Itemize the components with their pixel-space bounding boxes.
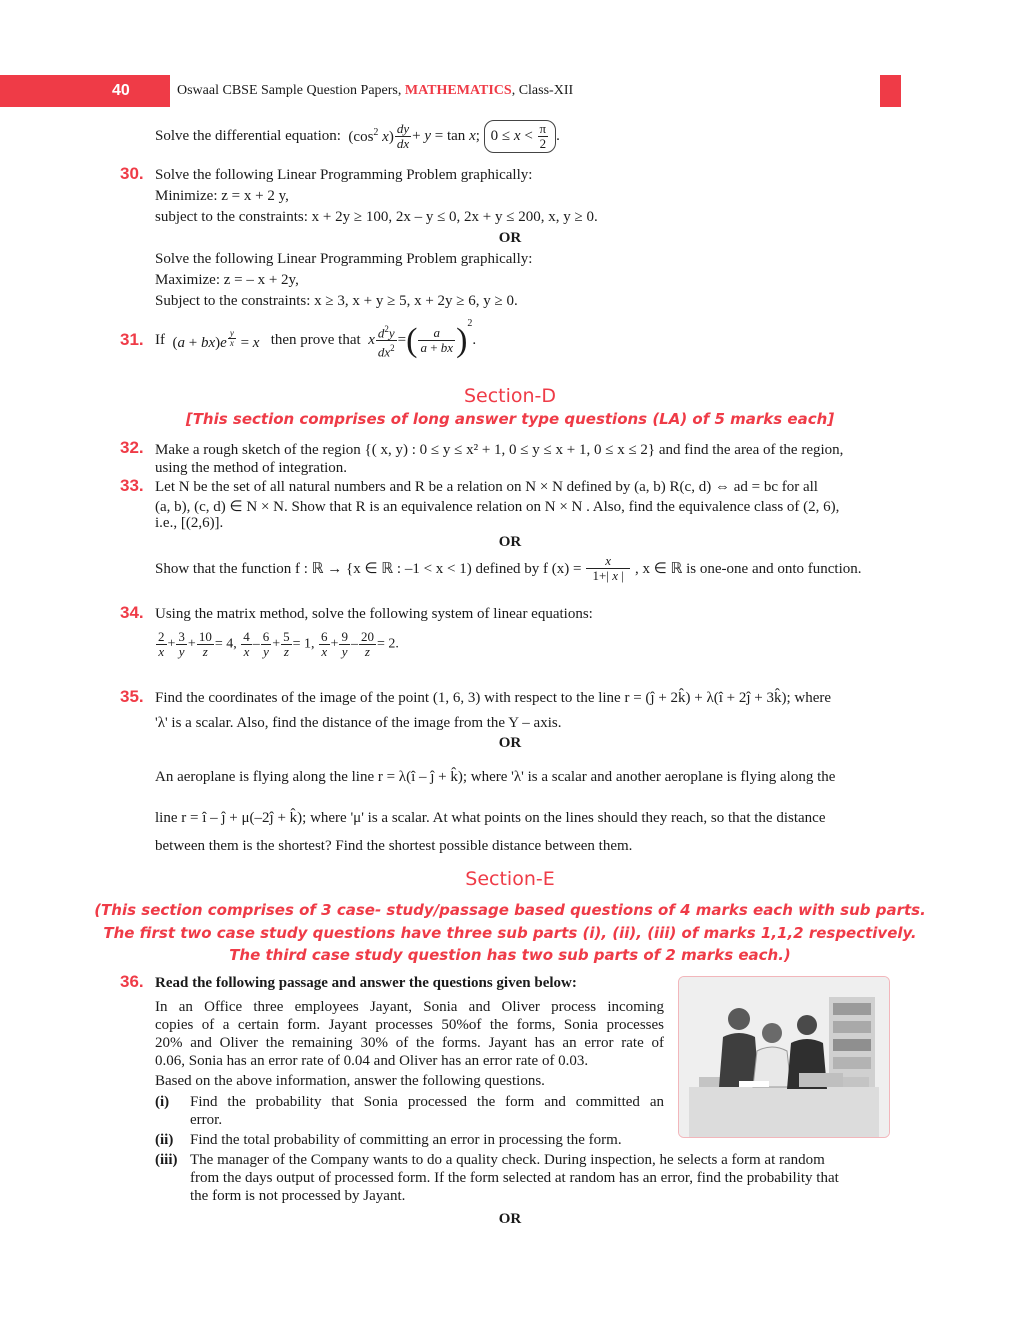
q30-line-4: Solve the following Linear Programming Problem graphically: — [155, 251, 533, 267]
section-e-note-3: The third case study question has two sub parts of 2 marks each.) — [229, 946, 791, 964]
q31-line: If (a + bx)e $^{\frac{y}{x}}$ = x then prove that x $\frac{d^2y}{dx^2}$ =( $\frac{a}{a + bx}$ )$^2$. — [155, 318, 477, 360]
q31-number: 31. — [120, 330, 144, 349]
q36-number: 36. — [120, 972, 144, 991]
q34-equations: $\frac{2}{x}$ + $\frac{3}{y}$ + $\frac{10}{z}$ = 4, $\frac{4}{x}$ – $\frac{6}{y}$ + $\frac{5}{z}$ = 1, $\frac{6}{x}$ + $\frac{9}{y}$ – $\frac{20}{z}$ = 2. — [158, 629, 399, 659]
q33-line-3: i.e., [(2,6)]. — [155, 515, 224, 531]
q36-iii-line-2: from the days output of processed form. If the form selected at random has an error, find the probability that — [190, 1170, 839, 1186]
q33-or: OR — [498, 534, 522, 550]
q33-line-1: Let N be the set of all natural numbers and R be a relation on N × N defined by (a, b) R(c, d) ⇔ ad = bc for all — [155, 479, 818, 495]
q36-iii-label: (iii) — [155, 1152, 178, 1168]
q36-passage-3: 20% and Oliver the remaining 30% of the forms. Jayant has an error rate of — [155, 1035, 664, 1051]
q34-number: 34. — [120, 603, 144, 622]
section-d-title: Section-D — [463, 385, 557, 407]
section-e-note-1: (This section comprises of 3 case- study/passage based questions of 4 marks each with sub parts. — [94, 901, 926, 919]
q36-or: OR — [498, 1211, 522, 1227]
section-d-note: [This section comprises of long answer type questions (LA) of 5 marks each] — [185, 410, 835, 428]
q32-line-1: Make a rough sketch of the region {( x, y) : 0 ≤ y ≤ x² + 1, 0 ≤ y ≤ x + 1, 0 ≤ x ≤ 2} and find the area of the region, — [155, 442, 844, 458]
q32-line-2: using the method of integration. — [155, 460, 348, 476]
office-photo — [678, 976, 890, 1138]
q35-line-3: An aeroplane is flying along the line r = λ(î – ĵ + k̂); where 'λ' is a scalar and another aeroplane is flying along the — [155, 769, 836, 785]
q29-line: Solve the differential equation: ($\cos^2$ x) $\frac{dy}{dx}$ + y = tan x; 0 ≤ x < $\frac{\pi}{2}$ . — [155, 121, 560, 151]
section-e-title: Section-E — [465, 868, 555, 890]
q36-iii-line-1: The manager of the Company wants to do a quality check. During inspection, he selects a form at random — [190, 1152, 825, 1168]
q30-line-2: Minimize: z = x + 2 y, — [155, 188, 289, 204]
q36-passage-5: Based on the above information, answer the following questions. — [155, 1073, 545, 1089]
q36-passage-1: In an Office three employees Jayant, Sonia and Oliver process incoming — [155, 999, 664, 1015]
q35-line-4: line r = î – ĵ + μ(–2ĵ + k̂); where 'μ' is a scalar. At what points on the lines should they reach, so that the distance — [155, 810, 826, 826]
q35-line-2: 'λ' is a scalar. Also, find the distance of the image from the Y – axis. — [155, 715, 562, 731]
header-tab — [880, 75, 901, 107]
q36-passage-4: 0.06, Sonia has an error rate of 0.04 and Oliver has an error rate of 0.03. — [155, 1053, 589, 1069]
q36-i-line-2: error. — [190, 1112, 223, 1128]
section-e-note-2: The first two case study questions have three sub parts (i), (ii), (iii) of marks 1,1,2 respectively. — [103, 924, 917, 942]
q30-line-3: subject to the constraints: x + 2y ≥ 100, 2x – y ≤ 0, 2x + y ≤ 200, x, y ≥ 0. — [155, 209, 598, 225]
page-number: 40 — [112, 82, 130, 99]
q36-i-label: (i) — [155, 1094, 170, 1110]
q33-number: 33. — [120, 476, 144, 495]
q30-line-1: Solve the following Linear Programming Problem graphically: — [155, 167, 533, 183]
office-illustration — [679, 977, 889, 1137]
q36-passage-2: copies of a certain form. Jayant processes 50%of the forms, Sonia processes — [155, 1017, 664, 1033]
q30-line-5: Maximize: z = – x + 2y, — [155, 272, 299, 288]
q33-line-2: (a, b), (c, d) ∈ N × N. Show that R is an equivalence relation on N × N . Also, find the equivalence class of (2, 6), — [155, 499, 840, 515]
q36-i-line-1: Find the probability that Sonia processed the form and committed an — [190, 1094, 664, 1110]
q30-line-6: Subject to the constraints: x ≥ 3, x + y ≥ 5, x + 2y ≥ 6, y ≥ 0. — [155, 293, 518, 309]
q35-or: OR — [498, 735, 522, 751]
q36-iii-line-3: the form is not processed by Jayant. — [190, 1188, 406, 1204]
q34-line-1: Using the matrix method, solve the following system of linear equations: — [155, 606, 593, 622]
q36-ii-line-1: Find the total probability of committing an error in processing the form. — [190, 1132, 622, 1148]
q35-line-1: Find the coordinates of the image of the point (1, 6, 3) with respect to the line r = (ĵ + 2k̂) + λ(î + 2ĵ + 3k̂); where — [155, 690, 832, 706]
running-title: Oswaal CBSE Sample Question Papers, MATHEMATICS, Class-XII — [177, 83, 574, 98]
q36-ii-label: (ii) — [155, 1132, 174, 1148]
q30-number: 30. — [120, 164, 144, 183]
q33-line-4: Show that the function f : ℝ → {x ∈ ℝ : –1 < x < 1) defined by f (x) = $\frac{x}{1+| x |}$ , x ∈ ℝ is one-one and onto function. — [155, 553, 862, 583]
q36-heading: Read the following passage and answer the questions given below: — [155, 975, 577, 991]
q32-number: 32. — [120, 438, 144, 457]
q35-line-5: between them is the shortest? Find the shortest possible distance between them. — [155, 838, 633, 854]
header-bar — [0, 75, 170, 107]
q35-number: 35. — [120, 687, 144, 706]
q30-or: OR — [498, 230, 522, 246]
